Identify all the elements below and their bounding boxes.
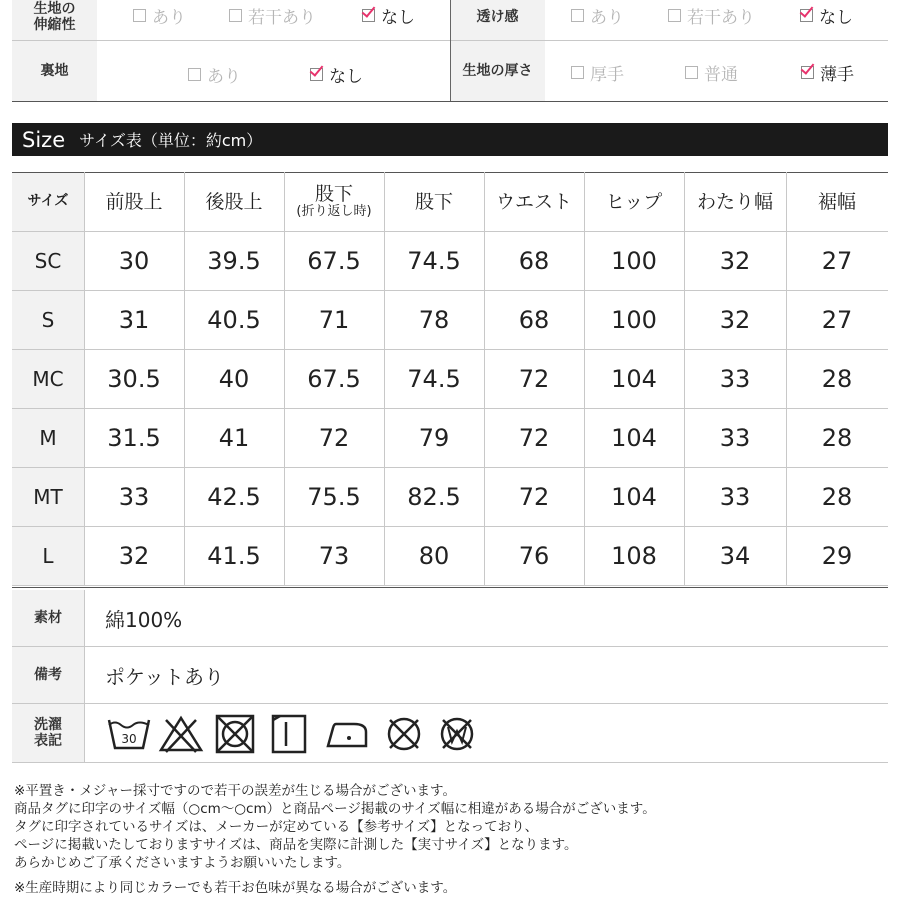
divider [786,172,787,585]
iron-low-icon [324,712,370,756]
table-cell: 39.5 [207,247,261,275]
table-cell: 29 [821,542,853,570]
lining-option-nashi: なし [310,62,363,87]
note-line: タグに印字されているサイズは、メーカーが定めている【参考サイズ】となっており、 [14,819,539,835]
table-cell: 40 [218,365,250,393]
transparency-option-ari: あり [571,3,624,28]
table-cell: 28 [821,365,853,393]
table-cell: 41.5 [207,542,261,570]
table-cell: 31.5 [107,424,161,452]
table-cell: 73 [318,542,350,570]
note-line: 商品タグに印字のサイズ幅（○cm〜○cm）と商品ページ掲載のサイズ幅に相違がある場合がございます。 [14,801,656,817]
thickness-option-futsu: 普通 [685,60,738,85]
row-size-label: L [12,527,84,585]
table-cell: 72 [318,424,350,452]
size-header [12,123,888,156]
table-cell: 75.5 [307,483,361,511]
remarks-value: ポケットあり [105,664,224,689]
stretch-option-nashi: なし [362,3,415,28]
column-header: 股下 [414,190,453,213]
no-wet-clean-icon [434,712,480,756]
divider [584,172,585,585]
lining-label: 裏地 [12,41,97,101]
checkbox-icon [133,9,146,22]
divider [12,703,888,704]
table-cell: 41 [218,424,250,452]
table-cell: 74.5 [407,365,461,393]
stretch-option-jakkan: 若干あり [229,3,316,28]
column-header: 後股上 [205,190,263,213]
note-line: あらかじめご了承くださいますようお願いいたします。 [14,855,351,871]
row-size-label: MT [12,468,84,526]
row-size-label: S [12,291,84,349]
checkbox-checked-icon [362,9,375,22]
table-cell: 76 [518,542,550,570]
checkbox-icon [188,68,201,81]
table-cell: 67.5 [307,247,361,275]
row-size-label: M [12,409,84,467]
checkbox-icon [571,9,584,22]
table-cell: 78 [418,306,450,334]
wash-30-icon [106,712,152,756]
table-cell: 108 [611,542,657,570]
checkbox-icon [685,66,698,79]
table-cell: 82.5 [407,483,461,511]
no-dry-clean-icon [381,712,427,756]
note-line: ページに掲載いたしておりますサイズは、商品を実際に計測した【実寸サイズ】となります。 [14,837,578,853]
divider [12,762,888,763]
thickness-label: 生地の厚さ [450,41,545,101]
table-cell: 33 [719,424,751,452]
table-cell: 100 [611,247,657,275]
transparency-option-jakkan: 若干あり [668,3,755,28]
line-dry-icon [266,712,312,756]
divider [12,585,888,586]
table-cell: 30 [118,247,150,275]
material-label: 素材 [12,590,84,646]
checkbox-checked-icon [310,68,323,81]
checkbox-checked-icon [800,9,813,22]
table-cell: 72 [518,424,550,452]
column-header: 裾幅 [817,190,856,213]
row-size-label: MC [12,350,84,408]
stretch-label: 生地の 伸縮性 [12,0,97,40]
checkbox-checked-icon [801,66,814,79]
size-subtitle: サイズ表（単位：約cm） [79,131,263,150]
table-cell: 33 [719,365,751,393]
note-line: ※平置き・メジャー採寸ですので若干の誤差が生じる場合がございます。 [14,783,456,799]
table-corner: サイズ [12,173,84,231]
divider [12,101,888,102]
table-cell: 104 [611,483,657,511]
table-cell: 28 [821,424,853,452]
table-cell: 71 [318,306,350,334]
divider [12,587,888,588]
checkbox-icon [229,9,242,22]
table-cell: 32 [719,247,751,275]
table-cell: 67.5 [307,365,361,393]
table-cell: 33 [118,483,150,511]
transparency-option-nashi: なし [800,3,853,28]
material-value: 綿100% [105,607,183,632]
table-cell: 79 [418,424,450,452]
table-cell: 68 [518,306,550,334]
table-cell: 40.5 [207,306,261,334]
table-cell: 30.5 [107,365,161,393]
divider [284,172,285,585]
table-cell: 31 [118,306,150,334]
checkbox-icon [571,66,584,79]
table-cell: 32 [118,542,150,570]
no-tumble-dry-icon [212,712,258,756]
stretch-option-ari: あり [133,3,186,28]
table-cell: 42.5 [207,483,261,511]
checkbox-icon [668,9,681,22]
size-title: Size [22,127,66,152]
table-cell: 27 [821,247,853,275]
row-size-label: SC [12,232,84,290]
divider [12,172,888,173]
table-cell: 104 [611,424,657,452]
table-cell: 33 [719,483,751,511]
table-cell: 74.5 [407,247,461,275]
column-header: 前股上 [105,190,163,213]
divider [384,172,385,585]
column-header: ヒップ [605,190,663,213]
note-line: ※生産時期により同じカラーでも若干お色味が異なる場合がございます。 [14,880,457,896]
table-cell: 72 [518,483,550,511]
remarks-label: 備考 [12,647,84,703]
table-cell: 32 [719,306,751,334]
table-cell: 72 [518,365,550,393]
divider [450,0,451,101]
divider [684,172,685,585]
divider [84,172,85,585]
table-cell: 68 [518,247,550,275]
column-header: 股下 (折り返し時) [296,183,372,220]
column-header: わたり幅 [696,190,773,213]
table-cell: 28 [821,483,853,511]
column-header: ウエスト [495,190,572,213]
wash-temp-label: 30 [121,732,137,746]
transparency-label: 透け感 [450,0,545,40]
table-cell: 104 [611,365,657,393]
care-label: 洗濯 表記 [12,704,84,762]
thickness-option-atsude: 厚手 [571,60,624,85]
no-bleach-icon [158,712,204,756]
divider [484,172,485,585]
divider [184,172,185,585]
divider [84,590,85,762]
lining-option-ari: あり [188,62,241,87]
table-cell: 34 [719,542,751,570]
table-cell: 100 [611,306,657,334]
table-cell: 27 [821,306,853,334]
thickness-option-usude: 薄手 [801,60,854,85]
table-cell: 80 [418,542,450,570]
